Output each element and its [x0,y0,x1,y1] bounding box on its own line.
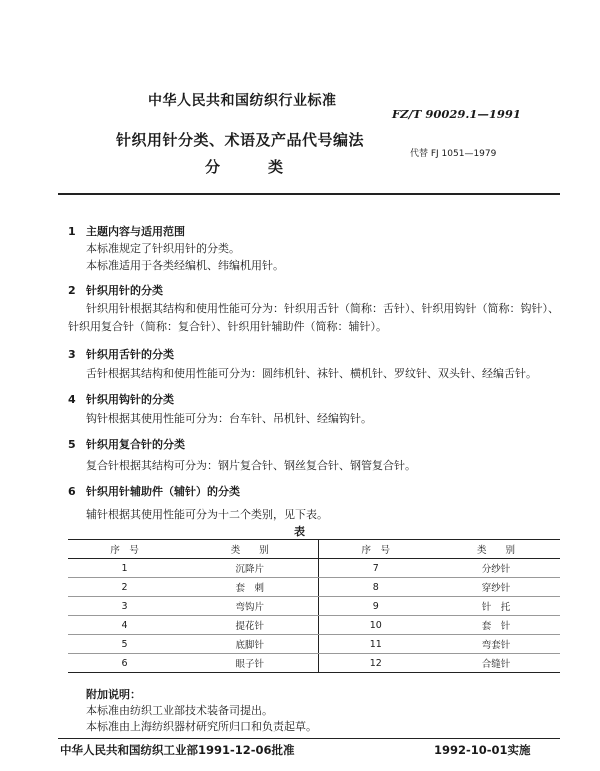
section-3-para-1: 舌针根据其结构和使用性能可分为：圆纬机针、袜针、横机针、罗纹针、双头针、经编舌针。 [86,367,537,380]
cell-category: 沉降片 [181,559,319,578]
section-number: 1 [68,225,76,238]
section-number: 3 [68,348,76,361]
section-1-para-1: 本标准规定了针织用针的分类。 [86,242,240,255]
section-5-heading [68,436,185,452]
document-title: 针织用针分类、术语及产品代号编法 [116,131,365,149]
standard-code: FZ/T 90029.1—1991 [392,107,521,121]
header-seq-no: 序 号 [68,540,181,559]
table-row [68,559,560,578]
section-number: 4 [68,393,76,406]
cell-seq-no: 10 [319,616,432,635]
cell-seq-no: 7 [319,559,432,578]
header-category: 类 别 [432,540,560,559]
cell-category: 合缝针 [432,654,560,673]
cell-seq-no: 11 [319,635,432,654]
cell-category: 底脚针 [181,635,319,654]
org-title: 中华人民共和国纺织行业标准 [148,93,337,109]
section-5-para-1: 复合针根据其结构可分为：钢片复合针、钢丝复合针、钢管复合针。 [86,459,416,472]
table-row [68,578,560,597]
cell-seq-no: 12 [319,654,432,673]
cell-category: 套 刺 [181,578,319,597]
section-4-para-1: 钩针根据其使用性能可分为：台车针、吊机针、经编钩针。 [86,412,372,425]
section-2-heading [68,282,163,298]
section-title: 针织用针辅助件（辅针）的分类 [86,485,240,498]
cell-seq-no: 8 [319,578,432,597]
notes-line-2: 本标准由上海纺织器材研究所归口和负责起草。 [86,720,317,733]
table-row [68,597,560,616]
approval-date: 中华人民共和国纺织工业部1991-12-06批准 [60,743,295,757]
cell-seq-no: 4 [68,616,181,635]
cell-category: 眼子针 [181,654,319,673]
section-title: 主题内容与适用范围 [86,225,185,238]
cell-seq-no: 2 [68,578,181,597]
cell-seq-no: 9 [319,597,432,616]
section-title: 针织用针的分类 [86,284,163,297]
notes-title: 附加说明： [86,688,141,701]
notes-line-1: 本标准由纺织工业部技术装备司提出。 [86,704,273,717]
cell-seq-no: 1 [68,559,181,578]
cell-category: 穿纱针 [432,578,560,597]
section-title: 针织用舌针的分类 [86,348,174,361]
section-number: 2 [68,284,76,297]
table-row [68,616,560,635]
section-6-para-1: 辅针根据其使用性能可分为十二个类别，见下表。 [86,508,328,521]
header-seq-no: 序 号 [319,540,432,559]
replaces-standard: 代替 FJ 1051—1979 [410,149,497,159]
section-number: 6 [68,485,76,498]
cell-category: 针 托 [432,597,560,616]
document-subtitle: 分 类 [205,158,290,176]
needle-category-table [68,539,560,673]
table-row [68,635,560,654]
header-category: 类 别 [181,540,319,559]
cell-seq-no: 3 [68,597,181,616]
section-number: 5 [68,438,76,451]
table-header-row [68,540,560,559]
cell-seq-no: 5 [68,635,181,654]
section-title: 针织用钩针的分类 [86,393,174,406]
cell-category: 套 针 [432,616,560,635]
footer-rule [58,738,560,739]
table-caption: 表 [294,525,305,538]
table-row [68,654,560,673]
section-3-heading [68,346,174,362]
effective-date: 1992-10-01实施 [434,743,531,757]
section-4-heading [68,391,174,407]
cell-category: 提花针 [181,616,319,635]
cell-category: 弯钩片 [181,597,319,616]
section-6-heading [68,483,240,499]
cell-category: 分纱针 [432,559,560,578]
section-title: 针织用复合针的分类 [86,438,185,451]
cell-category: 弯套针 [432,635,560,654]
section-1-para-2: 本标准适用于各类经编机、纬编机用针。 [86,259,284,272]
section-1-heading [68,223,185,239]
header-rule [58,193,560,195]
section-2-para-1: 针织用针根据其结构和使用性能可分为：针织用舌针（简称：舌针）、针织用钩针（简称：钩针）、针织用复合针（简称：复合针）、针织用针辅助件（简称：辅针）。 [68,302,559,333]
cell-seq-no: 6 [68,654,181,673]
